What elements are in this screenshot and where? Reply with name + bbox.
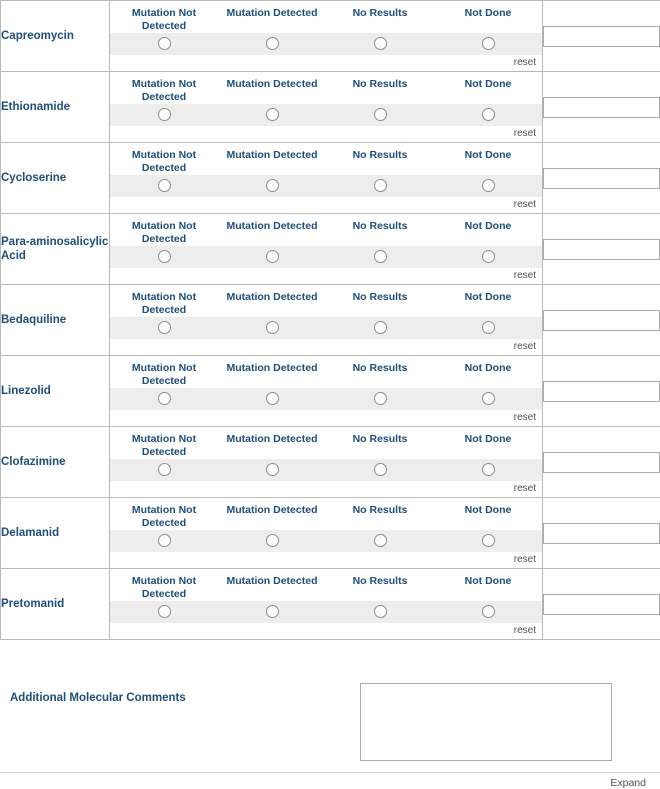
radio-cell[interactable] xyxy=(110,250,218,263)
radio-row xyxy=(110,246,542,268)
radio-no-results[interactable] xyxy=(374,321,387,334)
radio-mutation-not-detected[interactable] xyxy=(158,37,171,50)
option-label: Mutation Detected xyxy=(218,149,326,175)
radio-mutation-not-detected[interactable] xyxy=(158,605,171,618)
reset-link[interactable]: reset xyxy=(514,483,536,494)
radio-no-results[interactable] xyxy=(374,37,387,50)
option-no-results xyxy=(326,214,434,246)
drug-text-cell xyxy=(543,214,660,285)
reset-link[interactable]: reset xyxy=(514,199,536,210)
option-mutation-not-detected xyxy=(110,143,218,175)
option-no-results xyxy=(326,498,434,530)
option-label: Mutation Not Detected xyxy=(110,7,218,33)
radio-no-results[interactable] xyxy=(374,179,387,192)
radio-cell[interactable] xyxy=(434,179,542,192)
radio-row xyxy=(110,317,542,339)
table-row xyxy=(1,72,660,143)
option-no-results xyxy=(326,569,434,601)
table-row xyxy=(1,356,660,427)
option-mutation-not-detected xyxy=(110,72,218,104)
additional-molecular-comments-section xyxy=(0,674,660,773)
radio-no-results[interactable] xyxy=(374,463,387,476)
reset-row xyxy=(110,481,542,497)
option-label-row xyxy=(110,214,542,246)
drug-name-cell: Para-aminosalicylic Acid xyxy=(1,214,110,285)
option-label: Mutation Detected xyxy=(218,362,326,388)
drug-options-cell xyxy=(110,427,543,498)
radio-mutation-detected[interactable] xyxy=(266,108,279,121)
radio-not-done[interactable] xyxy=(482,605,495,618)
radio-mutation-detected[interactable] xyxy=(266,463,279,476)
drug-name-cell: Clofazimine xyxy=(1,427,110,498)
option-mutation-detected xyxy=(218,285,326,317)
option-not-done xyxy=(434,143,542,175)
radio-mutation-detected[interactable] xyxy=(266,392,279,405)
table-row xyxy=(1,1,660,72)
radio-no-results[interactable] xyxy=(374,392,387,405)
option-no-results xyxy=(326,427,434,459)
option-not-done xyxy=(434,356,542,388)
drug-options-cell xyxy=(110,143,543,214)
drug-name-cell: Pretomanid xyxy=(1,569,110,640)
option-label: Mutation Detected xyxy=(218,220,326,246)
drug-result-input[interactable] xyxy=(543,168,660,189)
option-mutation-detected xyxy=(218,143,326,175)
expand-row xyxy=(0,773,660,789)
option-mutation-not-detected xyxy=(110,498,218,530)
radio-cell[interactable] xyxy=(326,463,434,476)
radio-cell[interactable] xyxy=(326,605,434,618)
reset-row xyxy=(110,126,542,142)
drug-name-cell: Ethionamide xyxy=(1,72,110,143)
drug-result-input[interactable] xyxy=(543,26,660,47)
drug-options-cell xyxy=(110,285,543,356)
radio-mutation-detected[interactable] xyxy=(266,250,279,263)
radio-no-results[interactable] xyxy=(374,108,387,121)
radio-not-done[interactable] xyxy=(482,179,495,192)
radio-cell[interactable] xyxy=(218,37,326,50)
option-mutation-detected xyxy=(218,214,326,246)
option-no-results xyxy=(326,72,434,104)
radio-cell[interactable] xyxy=(434,534,542,547)
table-row xyxy=(1,285,660,356)
option-no-results xyxy=(326,143,434,175)
option-label: Mutation Not Detected xyxy=(110,362,218,388)
radio-cell[interactable] xyxy=(110,605,218,618)
comments-textarea-wrap xyxy=(360,674,660,764)
option-mutation-not-detected xyxy=(110,1,218,33)
option-label: No Results xyxy=(326,149,434,175)
option-not-done xyxy=(434,569,542,601)
option-label: No Results xyxy=(326,504,434,530)
radio-cell[interactable] xyxy=(218,108,326,121)
drug-text-cell xyxy=(543,356,660,427)
option-label: Mutation Detected xyxy=(218,504,326,530)
radio-mutation-not-detected[interactable] xyxy=(158,463,171,476)
radio-cell[interactable] xyxy=(218,250,326,263)
radio-not-done[interactable] xyxy=(482,392,495,405)
drug-text-cell xyxy=(543,498,660,569)
option-label-row xyxy=(110,1,542,33)
option-mutation-not-detected xyxy=(110,427,218,459)
radio-cell[interactable] xyxy=(110,108,218,121)
radio-cell[interactable] xyxy=(326,250,434,263)
table-row xyxy=(1,569,660,640)
radio-cell[interactable] xyxy=(326,37,434,50)
drug-result-input[interactable] xyxy=(543,381,660,402)
radio-cell[interactable] xyxy=(326,321,434,334)
reset-link[interactable]: reset xyxy=(514,57,536,68)
additional-molecular-comments-label: Additional Molecular Comments xyxy=(0,674,360,704)
drug-result-input[interactable] xyxy=(543,239,660,260)
drug-name-cell: Delamanid xyxy=(1,498,110,569)
radio-not-done[interactable] xyxy=(482,108,495,121)
radio-no-results[interactable] xyxy=(374,250,387,263)
radio-row xyxy=(110,530,542,552)
option-mutation-not-detected xyxy=(110,356,218,388)
drug-result-input[interactable] xyxy=(543,310,660,331)
radio-cell[interactable] xyxy=(218,605,326,618)
reset-link[interactable]: reset xyxy=(514,341,536,352)
reset-row xyxy=(110,268,542,284)
option-label: Mutation Detected xyxy=(218,7,326,33)
radio-row xyxy=(110,601,542,623)
option-mutation-not-detected xyxy=(110,569,218,601)
drug-text-cell xyxy=(543,285,660,356)
radio-mutation-detected[interactable] xyxy=(266,534,279,547)
option-label: Not Done xyxy=(434,433,542,459)
radio-row xyxy=(110,459,542,481)
radio-cell[interactable] xyxy=(110,463,218,476)
radio-not-done[interactable] xyxy=(482,463,495,476)
radio-row xyxy=(110,175,542,197)
radio-cell[interactable] xyxy=(434,463,542,476)
option-not-done xyxy=(434,427,542,459)
drug-options-cell xyxy=(110,498,543,569)
radio-cell[interactable] xyxy=(326,392,434,405)
option-label: Not Done xyxy=(434,7,542,33)
radio-not-done[interactable] xyxy=(482,321,495,334)
radio-cell[interactable] xyxy=(434,250,542,263)
reset-row xyxy=(110,623,542,639)
reset-link[interactable]: reset xyxy=(514,554,536,565)
option-label: Mutation Not Detected xyxy=(110,504,218,530)
drug-options-cell xyxy=(110,1,543,72)
radio-mutation-not-detected[interactable] xyxy=(158,534,171,547)
table-row xyxy=(1,143,660,214)
radio-row xyxy=(110,104,542,126)
drug-options-cell xyxy=(110,72,543,143)
radio-mutation-not-detected[interactable] xyxy=(158,179,171,192)
option-label-row xyxy=(110,72,542,104)
radio-not-done[interactable] xyxy=(482,250,495,263)
radio-cell[interactable] xyxy=(110,321,218,334)
drug-results-table-body xyxy=(1,1,660,640)
radio-cell[interactable] xyxy=(326,108,434,121)
radio-cell[interactable] xyxy=(218,392,326,405)
drug-result-input[interactable] xyxy=(543,452,660,473)
option-not-done xyxy=(434,285,542,317)
option-label: No Results xyxy=(326,433,434,459)
radio-not-done[interactable] xyxy=(482,37,495,50)
option-label: Mutation Not Detected xyxy=(110,433,218,459)
option-label: Not Done xyxy=(434,504,542,530)
reset-link[interactable]: reset xyxy=(514,625,536,636)
radio-cell[interactable] xyxy=(110,534,218,547)
option-mutation-not-detected xyxy=(110,214,218,246)
reset-row xyxy=(110,339,542,355)
drug-text-cell xyxy=(543,1,660,72)
option-mutation-detected xyxy=(218,356,326,388)
option-mutation-detected xyxy=(218,1,326,33)
option-label-row xyxy=(110,427,542,459)
option-label: Not Done xyxy=(434,291,542,317)
radio-cell[interactable] xyxy=(434,37,542,50)
option-label: Mutation Detected xyxy=(218,433,326,459)
radio-cell[interactable] xyxy=(218,321,326,334)
expand-link[interactable]: Expand xyxy=(610,777,646,789)
option-no-results xyxy=(326,285,434,317)
drug-name-cell: Bedaquiline xyxy=(1,285,110,356)
option-label: No Results xyxy=(326,220,434,246)
option-label: No Results xyxy=(326,7,434,33)
drug-text-cell xyxy=(543,143,660,214)
option-label: Not Done xyxy=(434,78,542,104)
radio-cell[interactable] xyxy=(326,534,434,547)
option-no-results xyxy=(326,1,434,33)
radio-cell[interactable] xyxy=(218,179,326,192)
option-label: Not Done xyxy=(434,220,542,246)
radio-mutation-not-detected[interactable] xyxy=(158,392,171,405)
drug-result-input[interactable] xyxy=(543,523,660,544)
radio-mutation-detected[interactable] xyxy=(266,37,279,50)
reset-row xyxy=(110,55,542,71)
radio-mutation-detected[interactable] xyxy=(266,179,279,192)
radio-cell[interactable] xyxy=(434,605,542,618)
drug-result-input[interactable] xyxy=(543,594,660,615)
drug-text-cell xyxy=(543,427,660,498)
option-label-row xyxy=(110,285,542,317)
option-label: No Results xyxy=(326,575,434,601)
reset-row xyxy=(110,410,542,426)
radio-mutation-detected[interactable] xyxy=(266,605,279,618)
option-label: Mutation Not Detected xyxy=(110,149,218,175)
option-mutation-detected xyxy=(218,427,326,459)
option-label: No Results xyxy=(326,362,434,388)
radio-cell[interactable] xyxy=(434,392,542,405)
option-label: Not Done xyxy=(434,149,542,175)
drug-name-cell: Cycloserine xyxy=(1,143,110,214)
option-mutation-detected xyxy=(218,498,326,530)
drug-options-cell xyxy=(110,214,543,285)
drug-options-cell xyxy=(110,569,543,640)
radio-mutation-not-detected[interactable] xyxy=(158,250,171,263)
option-label: Mutation Not Detected xyxy=(110,220,218,246)
reset-link[interactable]: reset xyxy=(514,270,536,281)
option-label: Mutation Detected xyxy=(218,78,326,104)
drug-result-input[interactable] xyxy=(543,97,660,118)
radio-not-done[interactable] xyxy=(482,534,495,547)
radio-row xyxy=(110,33,542,55)
option-label: Not Done xyxy=(434,362,542,388)
reset-link[interactable]: reset xyxy=(514,412,536,423)
radio-cell[interactable] xyxy=(218,534,326,547)
option-label: No Results xyxy=(326,291,434,317)
radio-cell[interactable] xyxy=(110,392,218,405)
radio-cell[interactable] xyxy=(434,108,542,121)
option-mutation-not-detected xyxy=(110,285,218,317)
radio-no-results[interactable] xyxy=(374,605,387,618)
option-label: No Results xyxy=(326,78,434,104)
option-not-done xyxy=(434,498,542,530)
radio-row xyxy=(110,388,542,410)
radio-cell[interactable] xyxy=(110,179,218,192)
option-not-done xyxy=(434,1,542,33)
additional-molecular-comments-textarea[interactable] xyxy=(360,683,612,761)
option-label-row xyxy=(110,569,542,601)
drug-text-cell xyxy=(543,72,660,143)
option-mutation-detected xyxy=(218,569,326,601)
table-row xyxy=(1,214,660,285)
option-not-done xyxy=(434,72,542,104)
drug-text-cell xyxy=(543,569,660,640)
radio-mutation-not-detected[interactable] xyxy=(158,108,171,121)
reset-link[interactable]: reset xyxy=(514,128,536,139)
table-row xyxy=(1,498,660,569)
option-label-row xyxy=(110,498,542,530)
option-label: Not Done xyxy=(434,575,542,601)
radio-mutation-not-detected[interactable] xyxy=(158,321,171,334)
option-label: Mutation Not Detected xyxy=(110,291,218,317)
option-no-results xyxy=(326,356,434,388)
option-label: Mutation Not Detected xyxy=(110,78,218,104)
option-label: Mutation Detected xyxy=(218,575,326,601)
radio-cell[interactable] xyxy=(326,179,434,192)
radio-no-results[interactable] xyxy=(374,534,387,547)
radio-cell[interactable] xyxy=(434,321,542,334)
radio-cell[interactable] xyxy=(218,463,326,476)
reset-row xyxy=(110,552,542,568)
option-label: Mutation Detected xyxy=(218,291,326,317)
radio-cell[interactable] xyxy=(110,37,218,50)
radio-mutation-detected[interactable] xyxy=(266,321,279,334)
drug-name-cell: Capreomycin xyxy=(1,1,110,72)
option-label: Mutation Not Detected xyxy=(110,575,218,601)
option-label-row xyxy=(110,143,542,175)
table-row xyxy=(1,427,660,498)
reset-row xyxy=(110,197,542,213)
option-mutation-detected xyxy=(218,72,326,104)
option-label-row xyxy=(110,356,542,388)
drug-options-cell xyxy=(110,356,543,427)
drug-name-cell: Linezolid xyxy=(1,356,110,427)
option-not-done xyxy=(434,214,542,246)
